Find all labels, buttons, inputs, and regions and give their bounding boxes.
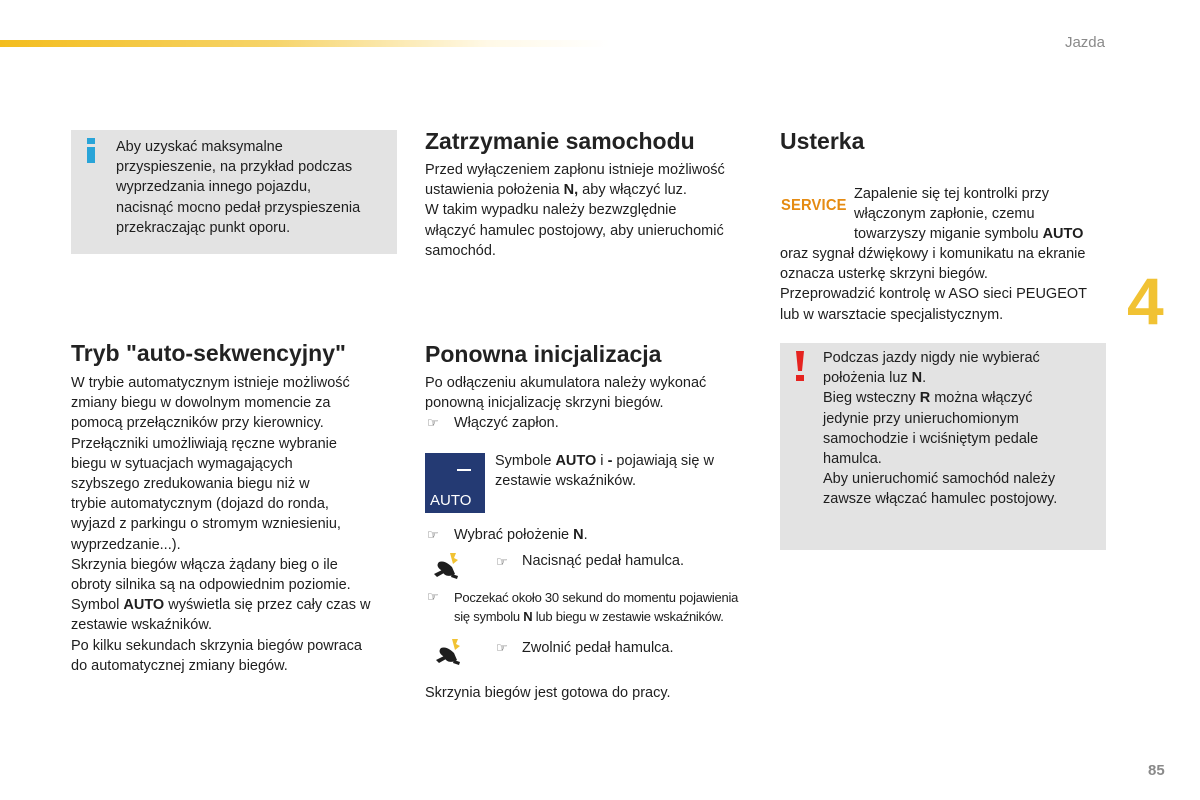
- zatrzymanie-text: [425, 160, 725, 261]
- text-line: wyprzedzania innego pojazdu,: [116, 179, 312, 196]
- text-line: włączyć hamulec postojowy, aby unieruchomić: [425, 222, 724, 239]
- text-line: wyjazd z parkingu o stromym wzniesieniu,: [71, 516, 341, 533]
- text-line: W takim wypadku należy bezwzględnie: [425, 202, 677, 219]
- text-line: Aby uzyskać maksymalne: [116, 139, 283, 155]
- text-line: szybszego zredukowania biegu niż w: [71, 476, 310, 493]
- text-line: towarzyszy miganie symbolu AUTO: [854, 226, 1084, 243]
- text-line: Symbol AUTO wyświetla się przez cały czas w: [71, 597, 371, 614]
- text-line: samochód.: [425, 242, 496, 259]
- ponowna-intro: [425, 373, 706, 413]
- brake-pedal-icon: [430, 550, 464, 584]
- info-box: [71, 130, 397, 254]
- text-line: zawsze włączać hamulec postojowy.: [823, 491, 1058, 508]
- step-release-brake: Zwolnić pedał hamulca.: [522, 640, 674, 656]
- usterka-text-indent: [854, 184, 1083, 245]
- auto-label: AUTO: [430, 492, 472, 509]
- tryb-text: [71, 373, 371, 676]
- text-line: Przed wyłączeniem zapłonu istnieje możliwość: [425, 162, 725, 178]
- ponowna-heading: Ponowna inicjalizacja: [425, 341, 662, 367]
- section-title: Jazda: [1064, 34, 1105, 51]
- text-line: się symbolu N lub biegu w zestawie wskaźników.: [454, 609, 724, 624]
- text-line: przyspieszenie, na przykład podczas: [116, 159, 353, 176]
- text-line: Skrzynia biegów włącza żądany bieg o ile: [71, 556, 338, 573]
- text-line: nacisnąć mocno pedał przyspieszenia: [116, 199, 361, 216]
- text-line: W trybie automatycznym istnieje możliwość: [71, 375, 350, 391]
- page-number: 85: [1148, 762, 1165, 779]
- text-line: Bieg wsteczny R można włączyć: [823, 390, 1033, 407]
- zatrzymanie-heading: Zatrzymanie samochodu: [425, 128, 695, 154]
- text-line: Zapalenie się tej kontrolki przy: [854, 186, 1050, 202]
- tryb-heading: Tryb "auto-sekwencyjny": [71, 340, 346, 366]
- bullet-icon: ☞: [496, 554, 508, 569]
- text-line: Po odłączeniu akumulatora należy wykonać: [425, 375, 707, 391]
- info-icon: [86, 138, 96, 164]
- text-line: zestawie wskaźników.: [495, 473, 637, 490]
- step-press-brake: Nacisnąć pedał hamulca.: [522, 553, 685, 569]
- usterka-text: [780, 244, 1087, 325]
- text-line: Podczas jazdy nigdy nie wybierać: [823, 350, 1040, 366]
- text-line: Przełączniki umożliwiają ręczne wybranie: [71, 435, 337, 452]
- ponowna-outro: Skrzynia biegów jest gotowa do pracy.: [425, 685, 671, 701]
- warning-box-text: [823, 348, 1057, 510]
- text-line: pomocą przełączników przy kierownicy.: [71, 415, 324, 432]
- text-line: jedynie przy unieruchomionym: [823, 410, 1019, 427]
- text-line: włączonym zapłonie, czemu: [854, 206, 1035, 223]
- text-line: trybie automatycznym (dojazd do ronda,: [71, 496, 329, 513]
- text-line: hamulca.: [823, 451, 882, 468]
- chapter-number: 4: [1127, 264, 1164, 338]
- text-line: lub w warsztacie specjalistycznym.: [780, 306, 1004, 323]
- text-line: samochodzie i wciśniętym pedale: [823, 430, 1039, 447]
- text-line: biegu w sytuacjach wymagających: [71, 455, 293, 472]
- bullet-icon: ☞: [427, 527, 439, 542]
- text-line: ponowną inicjalizację skrzyni biegów.: [425, 395, 664, 412]
- text-line: oznacza usterkę skrzyni biegów.: [780, 266, 988, 283]
- text-line: Poczekać około 30 sekund do momentu pojawienia: [454, 590, 739, 605]
- text-line: do automatycznej zmiany biegów.: [71, 657, 288, 674]
- step-wait: [454, 588, 738, 626]
- auto-display-icon: [425, 453, 485, 513]
- usterka-heading: Usterka: [780, 128, 865, 154]
- info-box-text: [116, 137, 360, 238]
- text-line: Symbole AUTO i - pojawiają się w: [495, 453, 714, 469]
- warning-icon: [795, 351, 805, 381]
- minus-symbol-icon: [457, 469, 471, 471]
- text-line: obroty silnika są na odpowiednim poziomie.: [71, 577, 351, 594]
- step-switch-on: Włączyć zapłon.: [454, 415, 559, 431]
- step-select-n: Wybrać położenie N.: [454, 527, 588, 543]
- text-line: przekraczając punkt oporu.: [116, 219, 291, 236]
- text-line: Po kilku sekundach skrzynia biegów powraca: [71, 637, 362, 654]
- bullet-icon: ☞: [496, 640, 508, 655]
- warning-box: [780, 343, 1106, 550]
- text-line: Przeprowadzić kontrolę w ASO sieci PEUGEOT: [780, 286, 1088, 303]
- text-line: oraz sygnał dźwiękowy i komunikatu na ekranie: [780, 246, 1086, 262]
- bullet-icon: ☞: [427, 589, 439, 604]
- text-line: zestawie wskaźników.: [71, 617, 213, 634]
- text-line: położenia luz N.: [823, 370, 927, 387]
- brake-pedal-icon: [432, 636, 466, 670]
- bullet-icon: ☞: [427, 415, 439, 430]
- auto-symbol-text: [495, 451, 714, 491]
- header-accent-bar: [0, 40, 610, 47]
- text-line: ustawienia położenia N, aby włączyć luz.: [425, 182, 687, 199]
- text-line: zmiany biegu w dowolnym momencie za: [71, 395, 331, 412]
- text-line: wyprzedzanie...).: [71, 536, 181, 553]
- service-warning-icon: SERVICE: [781, 197, 847, 214]
- text-line: Aby unieruchomić samochód należy: [823, 471, 1056, 488]
